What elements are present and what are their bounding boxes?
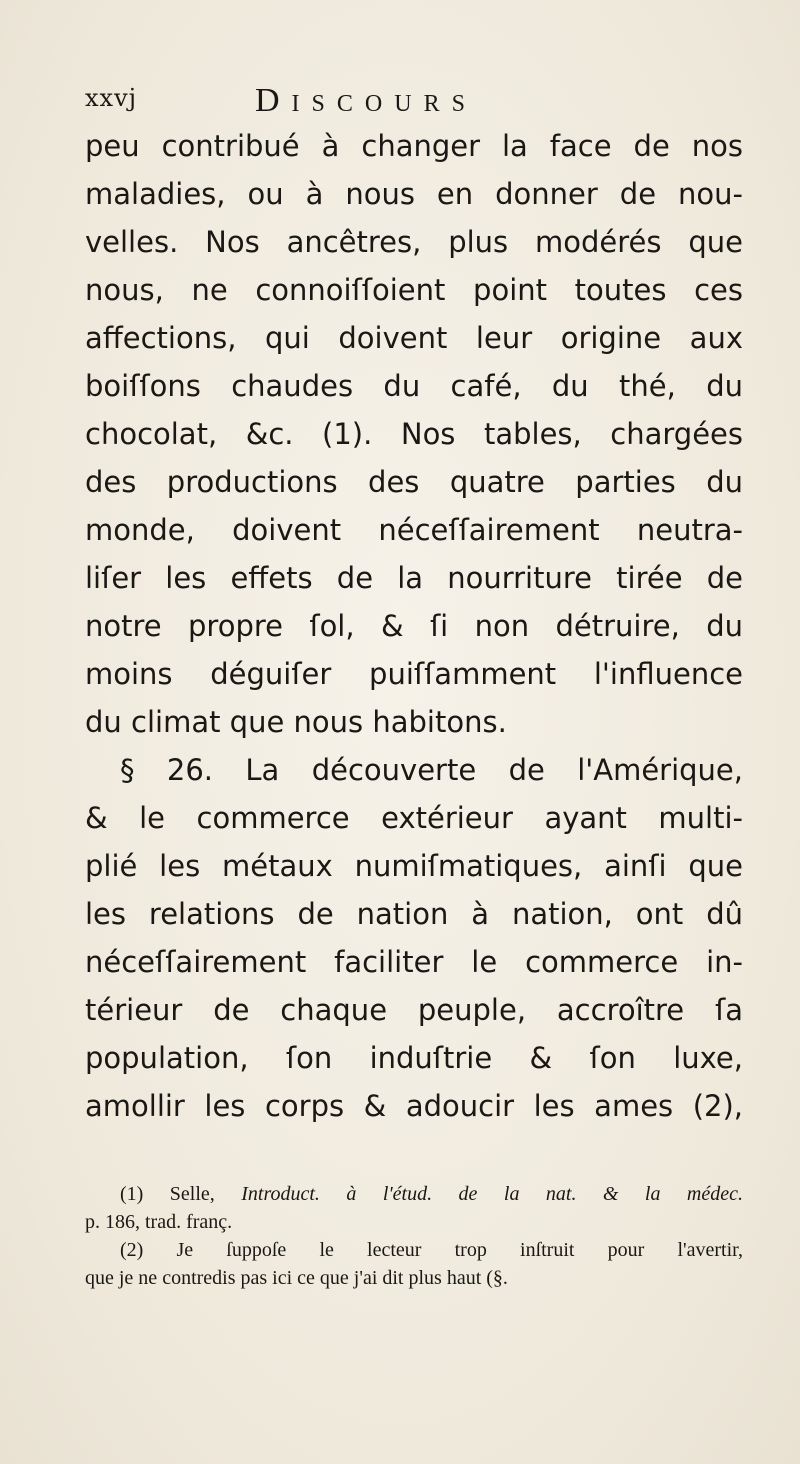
text-line: peu contribué à changer la face de nos [85, 129, 743, 163]
footnote-2-continuation: que je ne contredis pas ici ce que j'ai dit plus haut (§. [85, 1267, 508, 1289]
footnotes [85, 1180, 743, 1292]
text-line: les relations de nation à nation, ont dû [85, 897, 743, 931]
page-header [85, 82, 705, 122]
text-line: monde, doivent néceſſairement neutra- [85, 513, 743, 547]
running-title: Discours [255, 82, 477, 119]
text-line: amollir les corps & adoucir les ames (2), [85, 1089, 743, 1123]
text-line: des productions des quatre parties du [85, 465, 743, 499]
text-line: moins déguiſer puiſſamment l'influence [85, 657, 743, 691]
text-line: nous, ne connoiſſoient point toutes ces [85, 273, 743, 307]
text-line: liſer les effets de la nourriture tirée de [85, 561, 743, 595]
text-line: térieur de chaque peuple, accroître ſa [85, 993, 743, 1027]
text-line: population, ſon induſtrie & ſon luxe, [85, 1041, 743, 1075]
text-line: maladies, ou à nous en donner de nou- [85, 177, 743, 211]
text-line: chocolat, &c. (1). Nos tables, chargées [85, 417, 743, 451]
page-number: xxvj [85, 84, 138, 112]
footnote-2: (2) Je ſuppoſe le lecteur trop inſtruit pour l'avertir, [120, 1239, 743, 1261]
section-start-line: § 26. La découverte de l'Amérique, [120, 753, 743, 787]
text-line: notre propre ſol, & ſi non détruire, du [85, 609, 743, 643]
text-line: boiſſons chaudes du café, du thé, du [85, 369, 743, 403]
footnote-1-prefix: (1) Selle, [120, 1183, 242, 1205]
text-line: velles. Nos ancêtres, plus modérés que [85, 225, 743, 259]
main-text [85, 122, 743, 1130]
footnote-1 [85, 1180, 743, 1208]
footnote-1-continuation: p. 186, trad. franç. [85, 1211, 233, 1233]
text-line: du climat que nous habitons. [85, 705, 507, 739]
footnote-1-title: Introduct. à l'étud. de la nat. & la médec. [241, 1183, 744, 1205]
text-line: néceſſairement faciliter le commerce in- [85, 945, 743, 979]
text-line: affections, qui doivent leur origine aux [85, 321, 743, 355]
text-line: & le commerce extérieur ayant multi- [85, 801, 743, 835]
text-line: plié les métaux numiſmatiques, ainſi que [85, 849, 743, 883]
